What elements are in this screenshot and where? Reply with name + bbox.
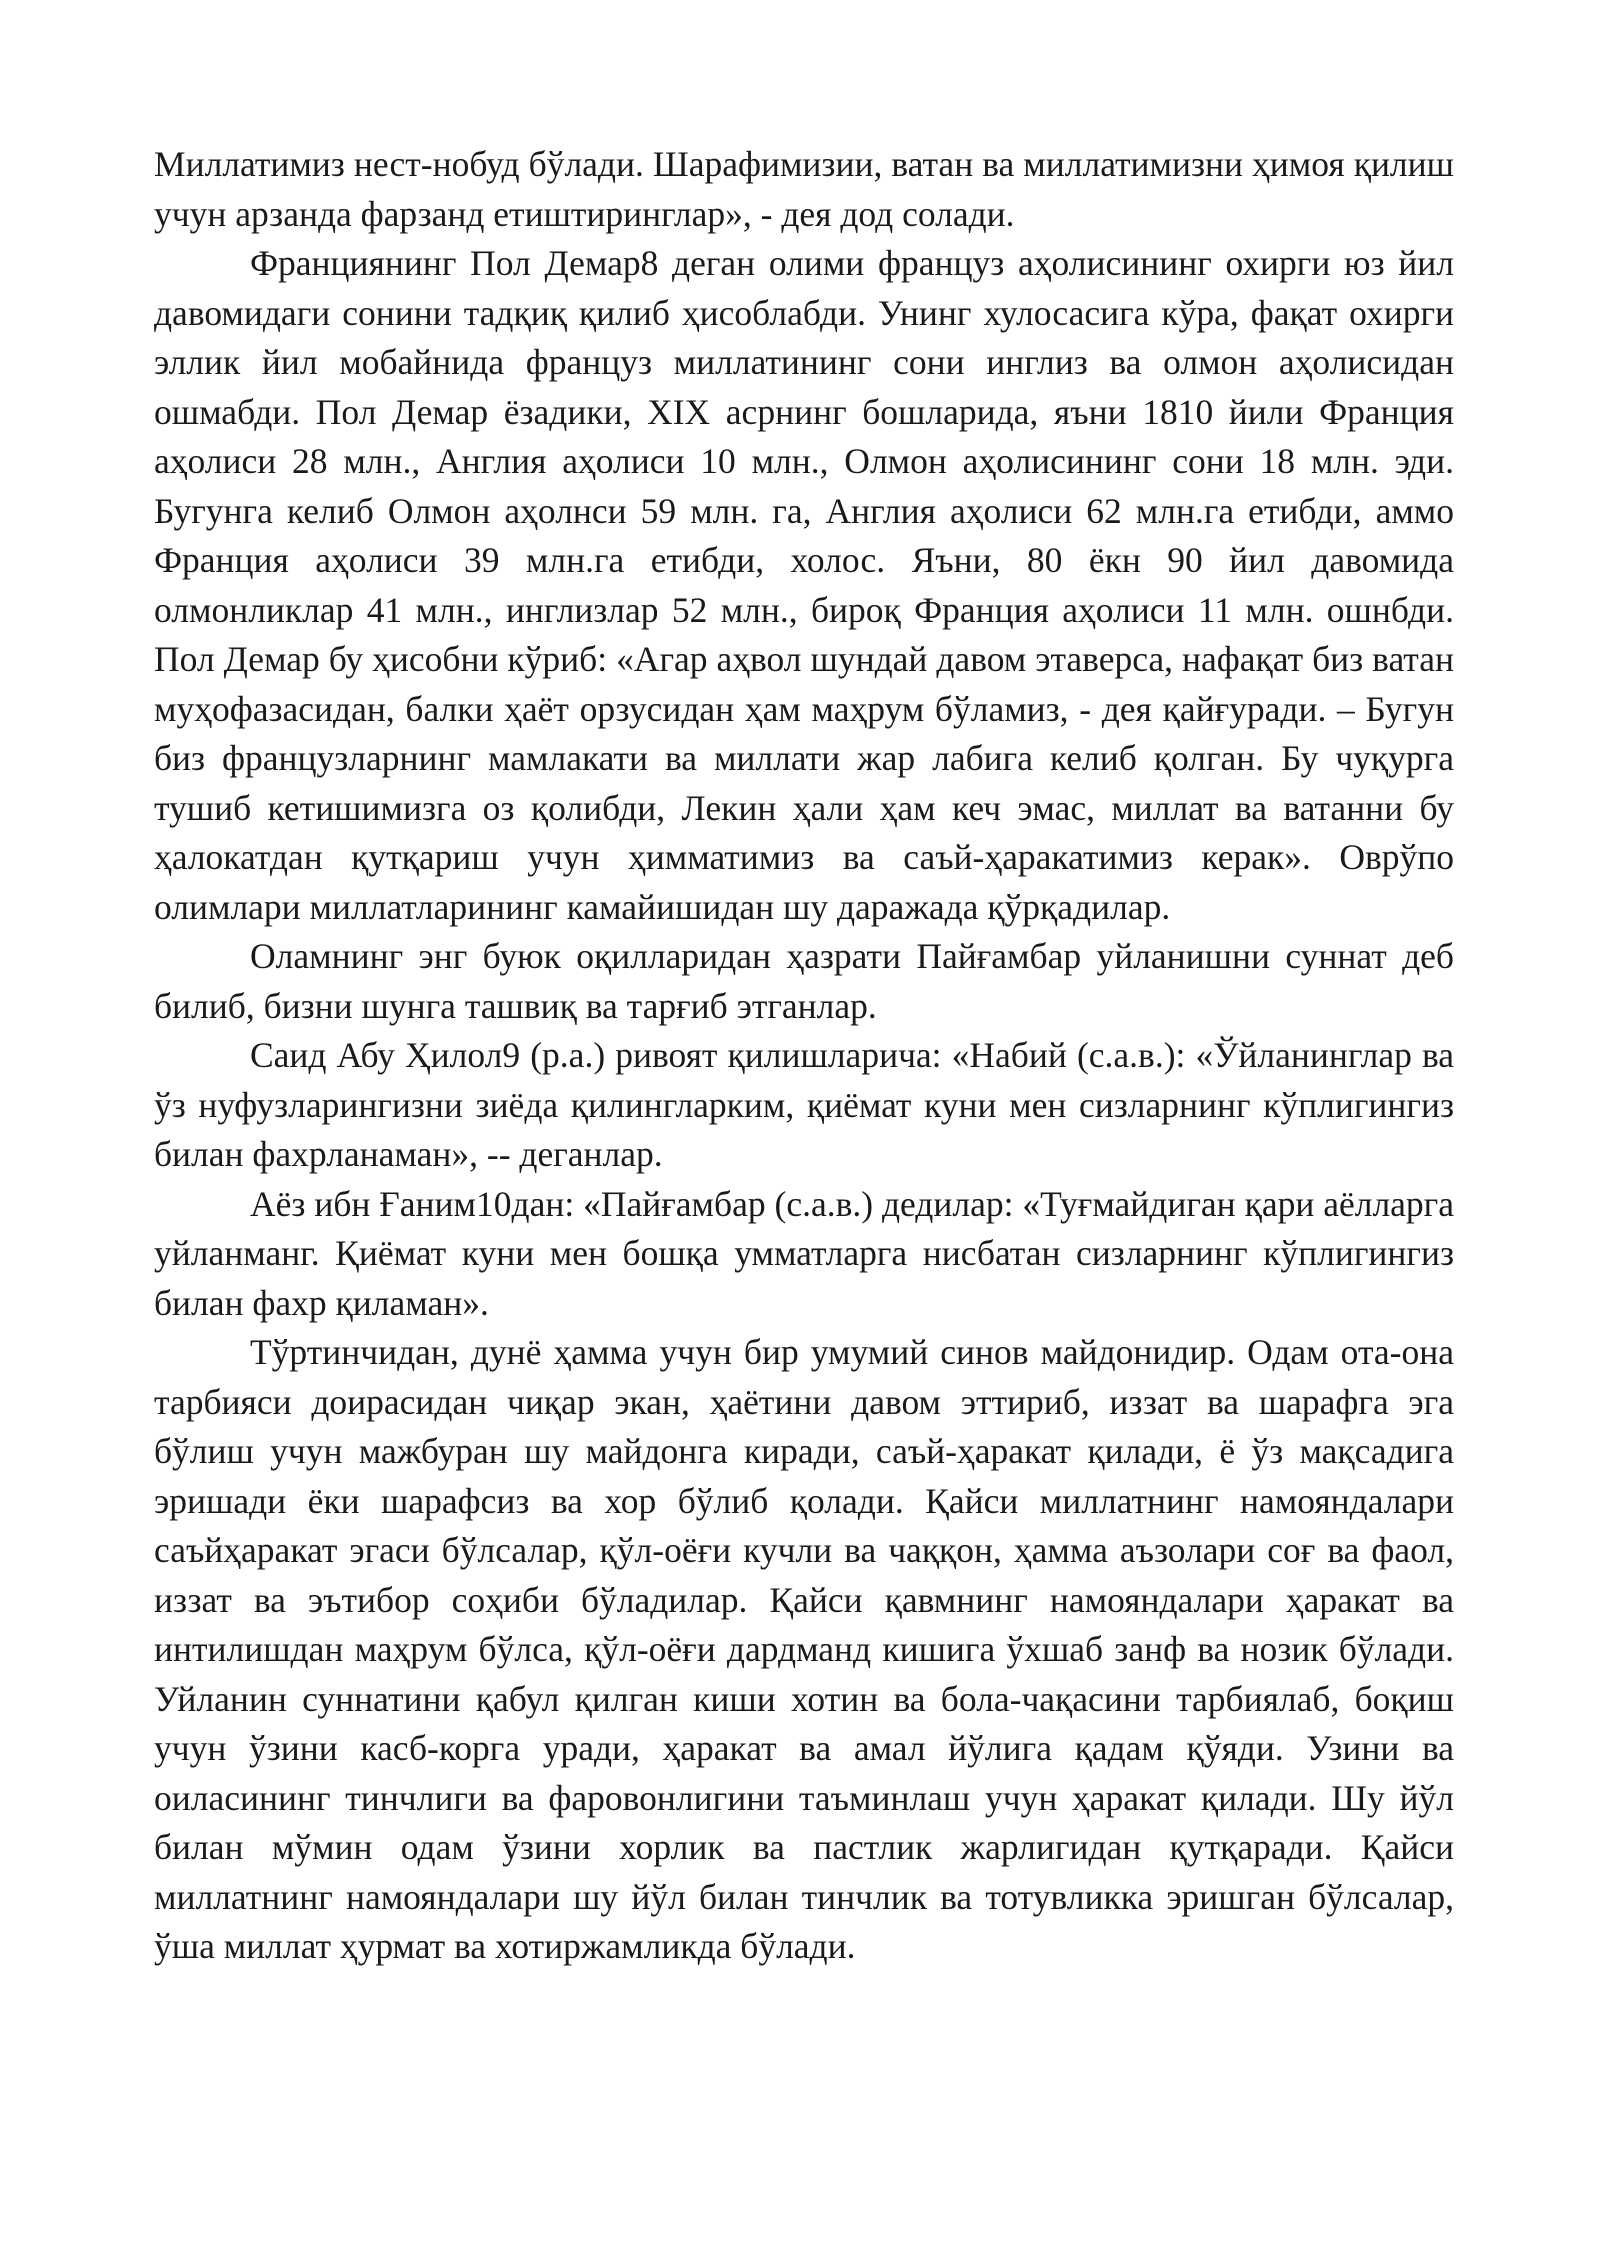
paragraph-2: Франциянинг Пол Демар8 деган олими француз аҳолисининг охирги юз йил давомидаги сонини тадқиқ қилиб ҳисоблабди. Унинг хулосасига кўра, фақат охирги эллик йил мобайнида француз миллатининг сони инглиз ва олмон аҳолисидан ошмабди. Пол Демар ёзадики, XIX асрнинг бошларида, яъни 1810 йили Франция аҳолиси 28 млн., Англия аҳолиси 10 млн., Олмон аҳолисининг сони 18 млн. эди. Бугунга келиб Олмон аҳолнси 59 млн. га, Англия аҳолиси 62 млн.га етибди, аммо Франция аҳолиси 39 млн.га етибди, холос. Яъни, 80 ёкн 90 йил давомида олмонликлар 41 млн., инглизлар 52 млн., бироқ Франция аҳолиси 11 млн. ошнбди. Пол Демар бу ҳисобни кўриб: «Агар аҳвол шундай давом этаверса, нафақат биз ватан муҳофазасидан, балки ҳаёт орзусидан ҳам маҳрум бўламиз, - дея қайғуради. – Бугун биз французларнинг мамлакати ва миллати жар лабига келиб қолган. Бу чуқурга тушиб кетишимизга оз қолибди, Лекин ҳали ҳам кеч эмас, миллат ва ватанни бу ҳалокатдан қутқариш учун ҳимматимиз ва саъй-ҳаракатимиз керак». Оврўпо олимлари миллатларининг камайишидан шу даражада қўрқадилар. <box>154 243 1454 927</box>
paragraph-1: Миллатимиз нест-нобуд бўлади. Шарафимизии, ватан ва миллатимизни ҳимоя қилиш учун арзанда фарзанд етиштиринглар», - дея дод солади. <box>154 144 1454 234</box>
document-page <box>154 140 1454 1972</box>
paragraph-5: Аёз ибн Ғаним10дан: «Пайғамбар (с.а.в.) дедилар: «Туғмайдиган қари аёлларга уйланманг. Қиёмат куни мен бошқа умматларга нисбатан сизларнинг кўплигингиз билан фахр қиламан». <box>154 1183 1454 1323</box>
paragraph-3: Оламнинг энг буюк оқилларидан ҳазрати Пайғамбар уйланишни суннат деб билиб, бизни шунга ташвиқ ва тарғиб этганлар. <box>154 936 1454 1026</box>
paragraph-6: Тўртинчидан, дунё ҳамма учун бир умумий синов майдонидир. Одам ота-она тарбияси доирасидан чиқар экан, ҳаётини давом эттириб, иззат ва шарафга эга бўлиш учун мажбуран шу майдонга киради, саъй-ҳаракат қилади, ё ўз мақсадига эришади ёки шарафсиз ва хор бўлиб қолади. Қайси миллатнинг намояндалари саъйҳаракат эгаси бўлсалар, қўл-оёғи кучли ва чаққон, ҳамма аъзолари соғ ва фаол, иззат ва эътибор соҳиби бўладилар. Қайси қавмнинг намояндалари ҳаракат ва интилишдан маҳрум бўлса, қўл-оёғи дардманд кишига ўхшаб занф ва нозик бўлади. Уйланин суннатини қабул қилган киши хотин ва бола-чақасини тарбиялаб, боқиш учун ўзини касб-корга уради, ҳаракат ва амал йўлига қадам қўяди. Узини ва оиласининг тинчлиги ва фаровонлигини таъминлаш учун ҳаракат қилади. Шу йўл билан мўмин одам ўзини хорлик ва пастлик жарлигидан қутқаради. Қайси миллатнинг намояндалари шу йўл билан тинчлик ва тотувликка эришган бўлсалар, ўша миллат ҳурмат ва хотиржамликда бўлади. <box>154 1332 1454 1966</box>
paragraph-4: Саид Абу Ҳилол9 (р.а.) ривоят қилишларича: «Набий (с.а.в.): «Ўйланинглар ва ўз нуфузларингизни зиёда қилингларким, қиёмат куни мен сизларнинг кўплигингиз билан фахрланаман», -- деганлар. <box>154 1035 1454 1174</box>
